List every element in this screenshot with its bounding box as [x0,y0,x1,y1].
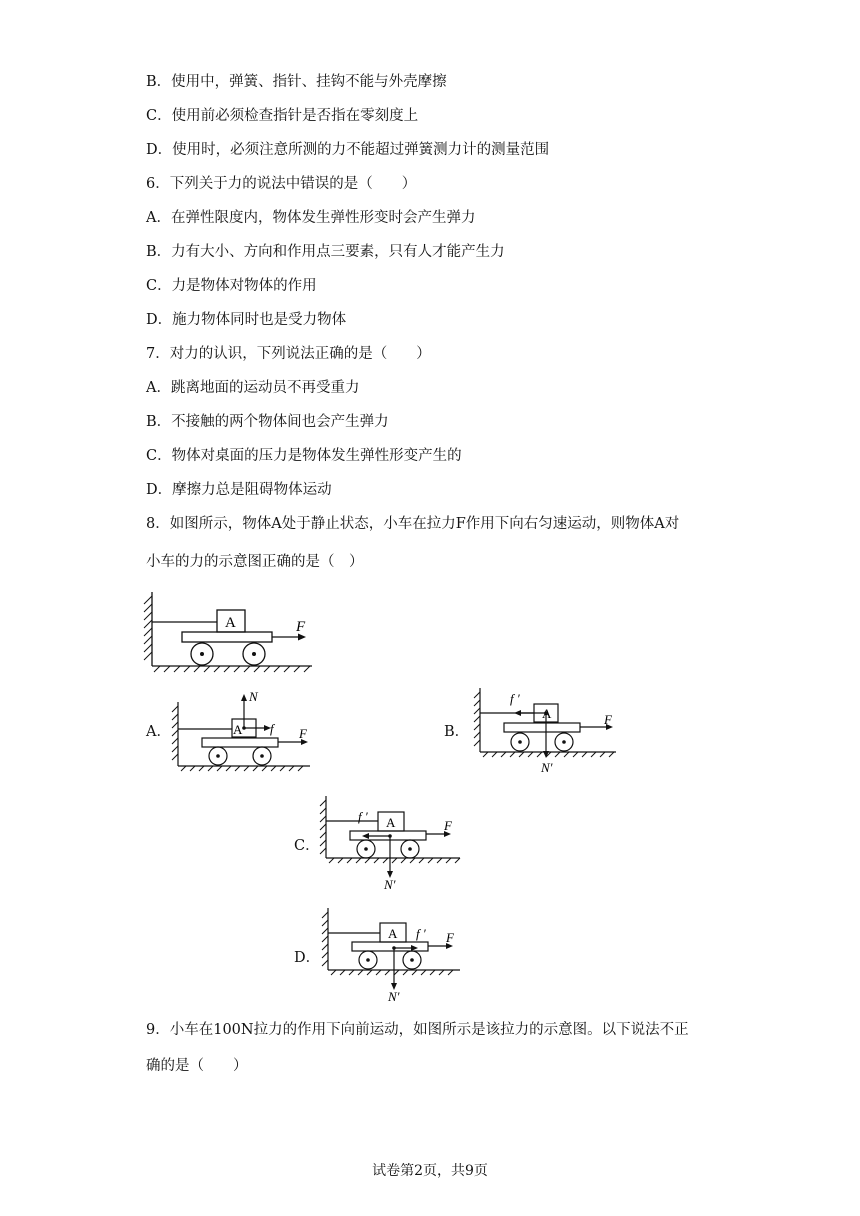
option-c-f-prime-label: f ′ [358,809,368,824]
option-a-f-small-label: f [270,721,274,736]
q6-option-a: A．在弹性限度内，物体发生弹性形变时会产生弹力 [146,210,476,226]
q7-stem: 7．对力的认识，下列说法正确的是（ ） [146,346,431,362]
option-a-f-label: F [299,726,307,741]
main-force-f-label: F [296,619,306,635]
option-b-f-label: F [604,712,612,727]
option-a-n-label: N [249,689,258,704]
option-b-figure [470,684,624,778]
option-d-f-label: F [446,930,454,945]
q5-option-d: D．使用时，必须注意所测的力不能超过弹簧测力计的测量范围 [146,142,550,158]
option-b-n-prime-label: N′ [541,760,553,775]
option-a-figure [168,688,318,772]
page-footer: 试卷第2页，共9页 [372,1163,488,1179]
q7-option-d: D．摩擦力总是阻碍物体运动 [146,482,332,498]
main-block-label: A [225,615,236,631]
q5-option-b: B．使用中，弹簧、指针、挂钩不能与外壳摩擦 [146,74,447,90]
q8-stem-line2: 小车的力的示意图正确的是（ ） [146,554,364,570]
main-figure [140,586,330,676]
option-d-label: D． [294,950,321,966]
option-d-block-label: A [388,926,398,941]
option-c-block-label: A [386,815,396,830]
option-b-label: B． [444,724,470,740]
q8-stem-line1: 8．如图所示，物体A处于静止状态，小车在拉力F作用下向右匀速运动，则物体A对 [146,516,680,532]
q6-stem: 6．下列关于力的说法中错误的是（ ） [146,176,417,192]
option-d-figure [318,904,468,1006]
option-c-label: C． [294,838,320,854]
option-c-f-label: F [444,818,452,833]
option-c-figure [316,792,466,894]
q7-option-b: B．不接触的两个物体间也会产生弹力 [146,414,389,430]
option-d-f-prime-label: f ′ [416,926,426,941]
option-c-n-prime-label: N′ [384,877,396,892]
option-b-block-label: A [542,706,552,721]
q9-stem-line1: 9．小车在100N拉力的作用下向前运动，如图所示是该拉力的示意图。以下说法不正 [146,1022,689,1038]
q6-option-d: D．施力物体同时也是受力物体 [146,312,347,328]
option-a-block-label: A [233,722,243,737]
q6-option-b: B．力有大小、方向和作用点三要素，只有人才能产生力 [146,244,505,260]
q7-option-a: A．跳离地面的运动员不再受重力 [146,380,360,396]
q6-option-c: C．力是物体对物体的作用 [146,278,317,294]
option-a-label: A． [146,724,171,740]
option-b-f-prime-label: f ′ [510,691,520,706]
q7-option-c: C．物体对桌面的压力是物体发生弹性形变产生的 [146,448,462,464]
option-d-n-prime-label: N′ [388,989,400,1004]
q9-stem-line2: 确的是（ ） [146,1058,248,1074]
q5-option-c: C．使用前必须检查指针是否指在零刻度上 [146,108,419,124]
